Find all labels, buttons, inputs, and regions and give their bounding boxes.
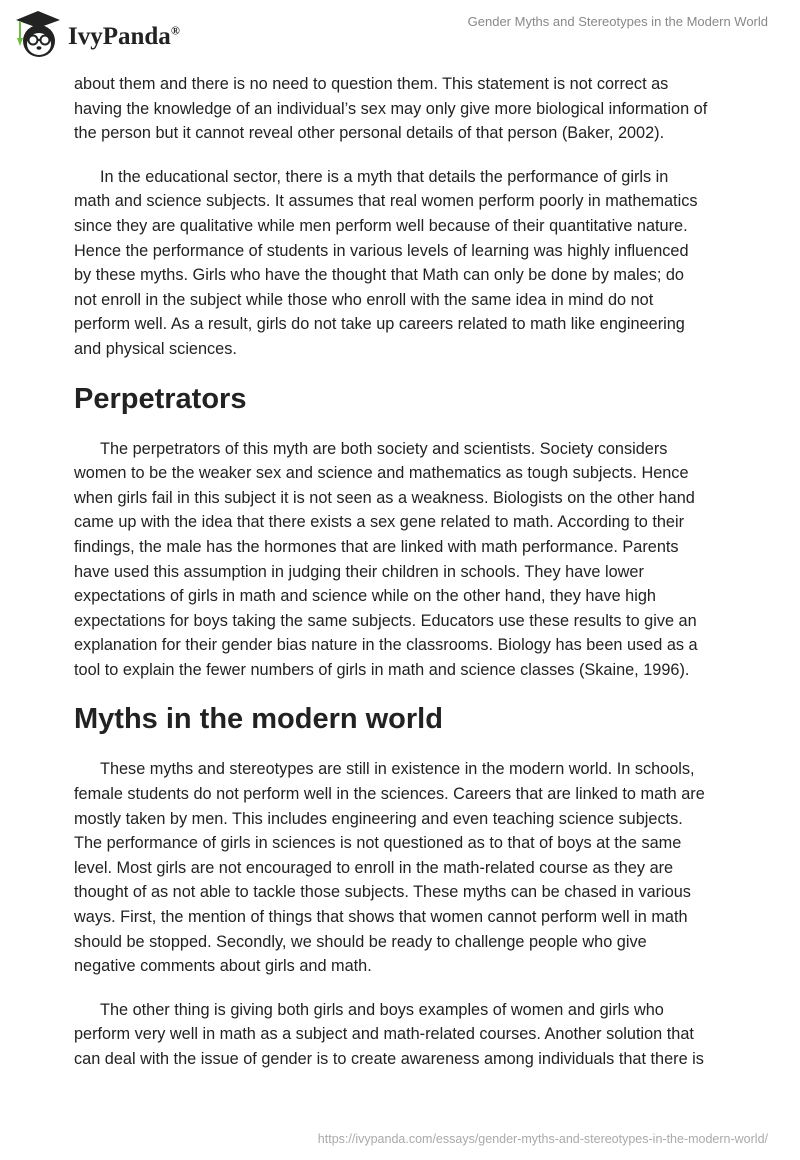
paragraph-line: In the educational sector, there is a myth that details the performance of girls in — [100, 167, 669, 186]
paragraph-line: The perpetrators of this myth are both society and scientists. Society considers — [100, 439, 668, 458]
paragraph-line: perform very well in math as a subject and math-related courses. Another solution that — [74, 1025, 694, 1044]
paragraph-line: math and science subjects. It assumes that real women perform poorly in mathematics — [74, 192, 698, 211]
paragraph — [74, 72, 754, 146]
paragraph-line: mostly taken by men. This includes engineering and even teaching science subjects. — [74, 809, 683, 828]
paragraph-line: by these myths. Girls who have the thought that Math can only be done by males; do — [74, 266, 684, 285]
panda-graduate-icon — [12, 8, 64, 60]
paragraph-line: expectations for boys taking the same subjects. Educators use these results to give an — [74, 611, 697, 630]
paragraph-line: have used this assumption in judging their children in schools. They have lower — [74, 562, 644, 581]
paragraph-line: expectations of girls in math and science while on the other hand, they have high — [74, 587, 656, 606]
paragraph — [74, 998, 754, 1072]
paragraph — [74, 165, 754, 362]
document-title: Gender Myths and Stereotypes in the Modern World — [467, 14, 768, 29]
paragraph-line: having the knowledge of an individual’s sex may only give more biological information of — [74, 99, 708, 118]
paragraph-line: The other thing is giving both girls and boys examples of women and girls who — [100, 1000, 664, 1019]
paragraph-line: when girls fail in this subject it is not seen as a weakness. Biologists on the other hand — [74, 488, 695, 507]
paragraph — [74, 757, 754, 978]
paragraph-line: These myths and stereotypes are still in existence in the modern world. In schools, — [100, 760, 695, 779]
logo-text: IvyPanda® — [68, 23, 180, 50]
paragraph-line: not enroll in the subject while those who enroll with the same idea in mind do not — [74, 290, 654, 309]
paragraph-line: negative comments about girls and math. — [74, 957, 372, 976]
paragraph-line: The performance of girls in sciences is not questioned as to that of boys at the same — [74, 834, 682, 853]
paragraph-line: came up with the idea that there exists a sex gene related to math. According to their — [74, 513, 684, 532]
paragraph-line: about them and there is no need to question them. This statement is not correct as — [74, 75, 669, 93]
paragraph-line: should be stopped. Secondly, we should be ready to challenge people who give — [74, 932, 647, 951]
source-url[interactable]: https://ivypanda.com/essays/gender-myths-and-stereotypes-in-the-modern-world/ — [317, 1132, 768, 1146]
paragraph-line: thought of as not able to tackle those subjects. These myths can be chased in various — [74, 883, 691, 902]
paragraph — [74, 437, 754, 683]
section-heading: Perpetrators — [74, 382, 247, 415]
paragraph-line: can deal with the issue of gender is to create awareness among individuals that there is — [74, 1050, 704, 1068]
paragraph-line: ways. First, the mention of things that shows that women cannot perform well in math — [74, 908, 688, 927]
paragraph-line: explanation for their gender bias nature in the classrooms. Biology has been used as a — [74, 636, 698, 655]
paragraph-line: since they are qualitative while men perform well because of their quantitative nature. — [74, 216, 688, 235]
paragraph-line: women to be the weaker sex and science and mathematics as tough subjects. Hence — [74, 464, 689, 483]
paragraph-line: perform well. As a result, girls do not take up careers related to math like engineering — [74, 315, 685, 334]
paragraph-line: the person but it cannot reveal other personal details of that person (Baker, 2002). — [74, 124, 665, 143]
ivypanda-logo[interactable] — [12, 8, 180, 60]
paragraph-line: findings, the male has the hormones that are linked with math performance. Parents — [74, 537, 679, 556]
paragraph-line: female students do not perform well in the sciences. Careers that are linked to math are — [74, 785, 705, 804]
paragraph-line: tool to explain the fewer numbers of girls in math and science classes (Skaine, 1996). — [74, 660, 690, 679]
paragraph-line: level. Most girls are not encouraged to enroll in the math-related course as they are — [74, 858, 674, 877]
essay-content — [74, 72, 754, 1091]
paragraph-line: and physical sciences. — [74, 339, 237, 358]
section-heading: Myths in the modern world — [74, 703, 443, 736]
paragraph-line: Hence the performance of students in various levels of learning was highly influenced — [74, 241, 689, 260]
